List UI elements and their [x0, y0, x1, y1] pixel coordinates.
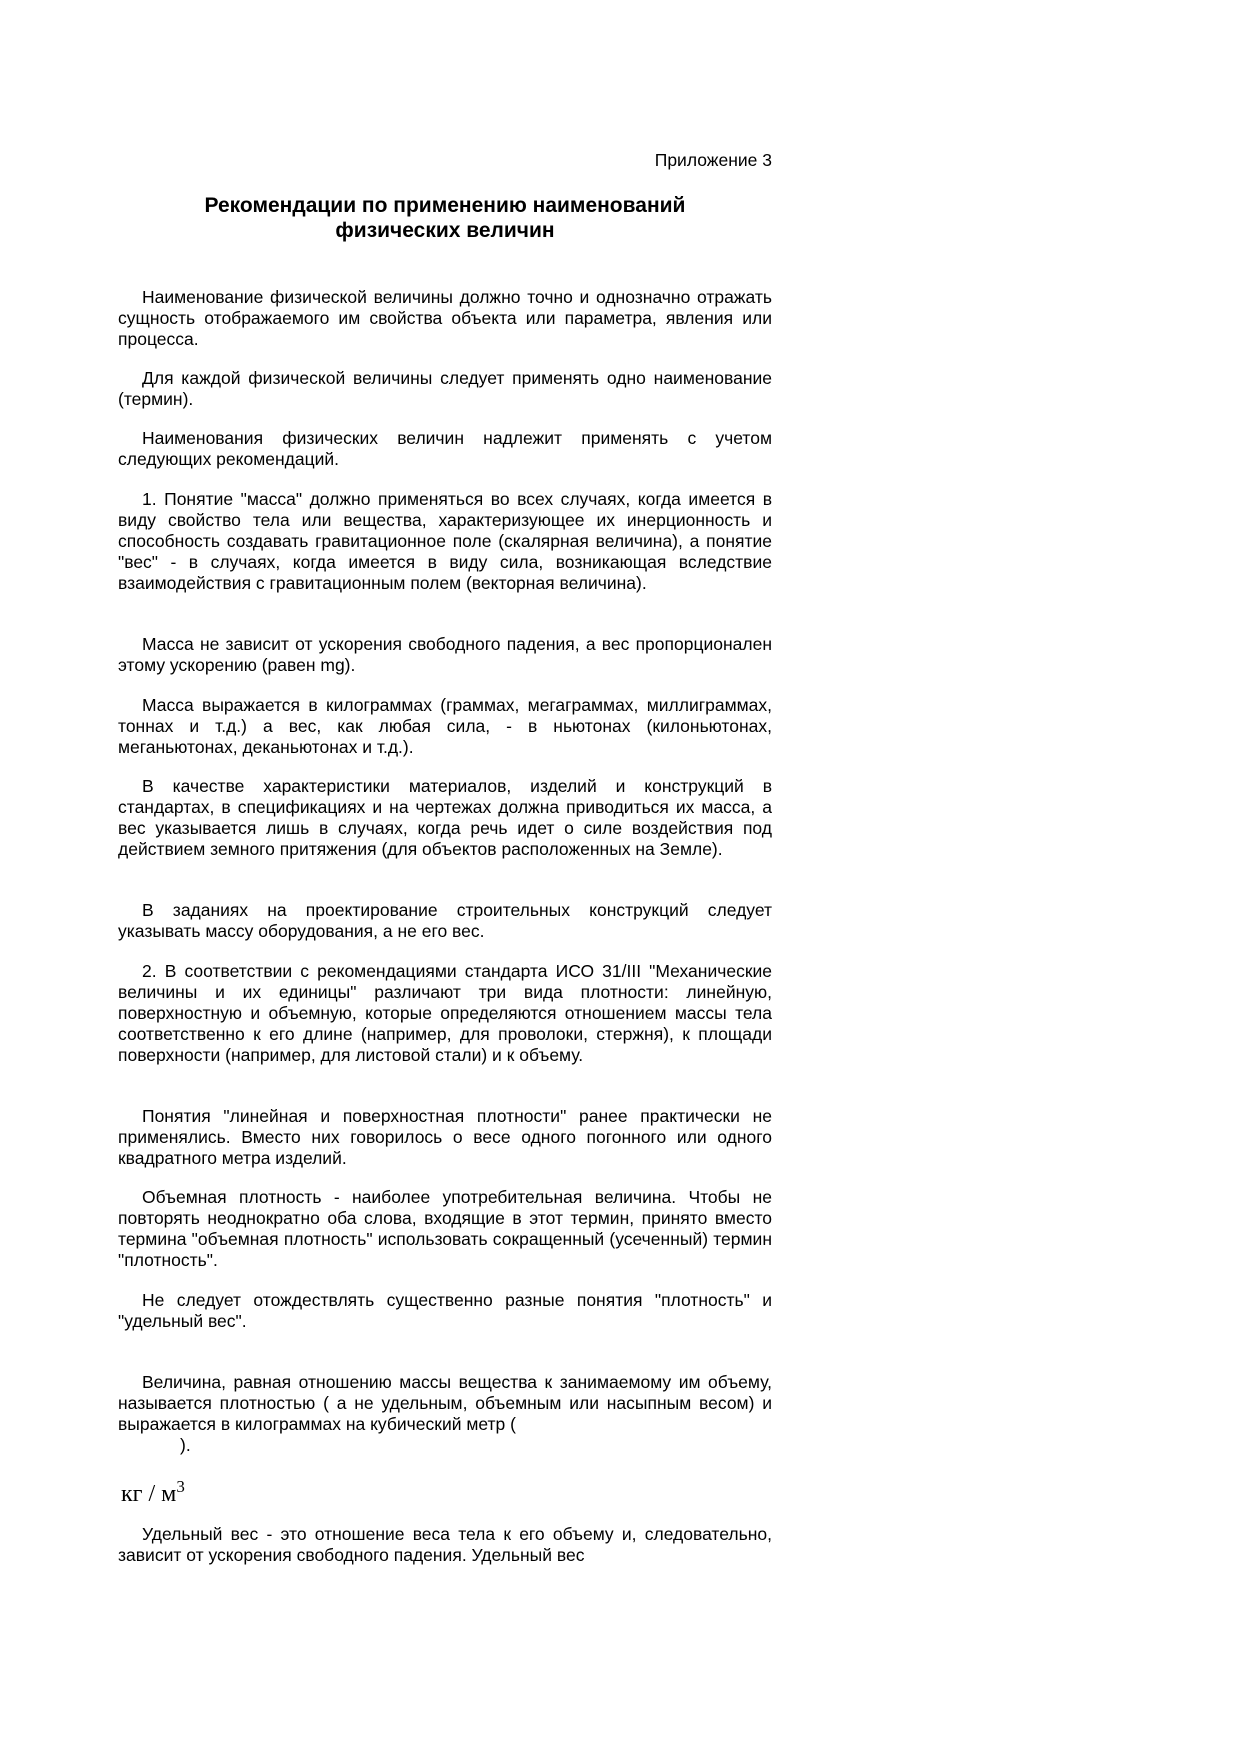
page-title-line-2: физических величин: [335, 219, 555, 242]
paragraph-4: 1. Понятие "масса" должно применяться во всех случаях, когда имеется в виду свойство тела или вещества, характеризующее их инерционность и способность создавать гравитационное поле (скалярная величина), а понятие "вес" - в случаях, когда имеется в виду сила, возникающая вследствие взаимодействия с гравитационным полем (векторная величина).: [118, 489, 772, 593]
paragraph-8: В заданиях на проектирование строительных конструкций следует указывать массу оборудования, а не его вес.: [118, 900, 772, 941]
paragraph-14: Удельный вес - это отношение веса тела к его объему и, следовательно, зависит от ускорения свободного падения. Удельный вес: [118, 1524, 772, 1565]
paragraph-10: Понятия "линейная и поверхностная плотности" ранее практически не применялись. Вместо них говорилось о весе одного погонного или одного квадратного метра изделий.: [118, 1106, 772, 1168]
page-title-line-1: Рекомендации по применению наименований: [204, 194, 686, 217]
density-unit-formula: [121, 1473, 185, 1508]
formula-base: кг / м: [121, 1481, 177, 1507]
paragraph-6: Масса выражается в килограммах (граммах, мегаграммах, миллиграммах, тоннах и т.д.) а вес, как любая сила, - в ньютонах (килоньютонах, меганьютонах, деканьютонах и т.д.).: [118, 695, 772, 757]
page-title: [118, 193, 772, 243]
paragraph-13-tail: ).: [180, 1435, 191, 1455]
annex-label: Приложение 3: [654, 150, 772, 170]
paragraph-3: Наименования физических величин надлежит применять с учетом следующих рекомендаций.: [118, 428, 772, 469]
paragraph-5: Масса не зависит от ускорения свободного падения, а вес пропорционален этому ускорению (равен mg).: [118, 634, 772, 675]
paragraph-7: В качестве характеристики материалов, изделий и конструкций в стандартах, в спецификациях и на чертежах должна приводиться их масса, а вес указывается лишь в случаях, когда речь идет о силе воздействия под действием земного притяжения (для объектов расположенных на Земле).: [118, 776, 772, 859]
paragraph-11: Объемная плотность - наиболее употребительная величина. Чтобы не повторять неоднократно оба слова, входящие в этот термин, принято вместо термина "объемная плотность" использовать сокращенный (усеченный) термин "плотность".: [118, 1187, 772, 1270]
formula-exponent: 3: [176, 1477, 185, 1496]
paragraph-13: [118, 1372, 772, 1456]
paragraph-2: Для каждой физической величины следует применять одно наименование (термин).: [118, 368, 772, 409]
paragraph-9: 2. В соответствии с рекомендациями стандарта ИСО 31/III "Механические величины и их единицы" различают три вида плотности: линейную, поверхностную и объемную, которые определяются отношением массы тела соответственно к его длине (например, для проволоки, стержня), к площади поверхности (например, для листовой стали) и к объему.: [118, 961, 772, 1065]
paragraph-12: Не следует отождествлять существенно разные понятия "плотность" и "удельный вес".: [118, 1290, 772, 1331]
paragraph-13-text: Величина, равная отношению массы вещества к занимаемому им объему, называется плотностью ( а не удельным, объемным или насыпным весом) и выражается в килограммах на кубический метр (: [118, 1372, 772, 1434]
paragraph-1: Наименование физической величины должно точно и однозначно отражать сущность отображаемого им свойства объекта или параметра, явления или процесса.: [118, 287, 772, 349]
